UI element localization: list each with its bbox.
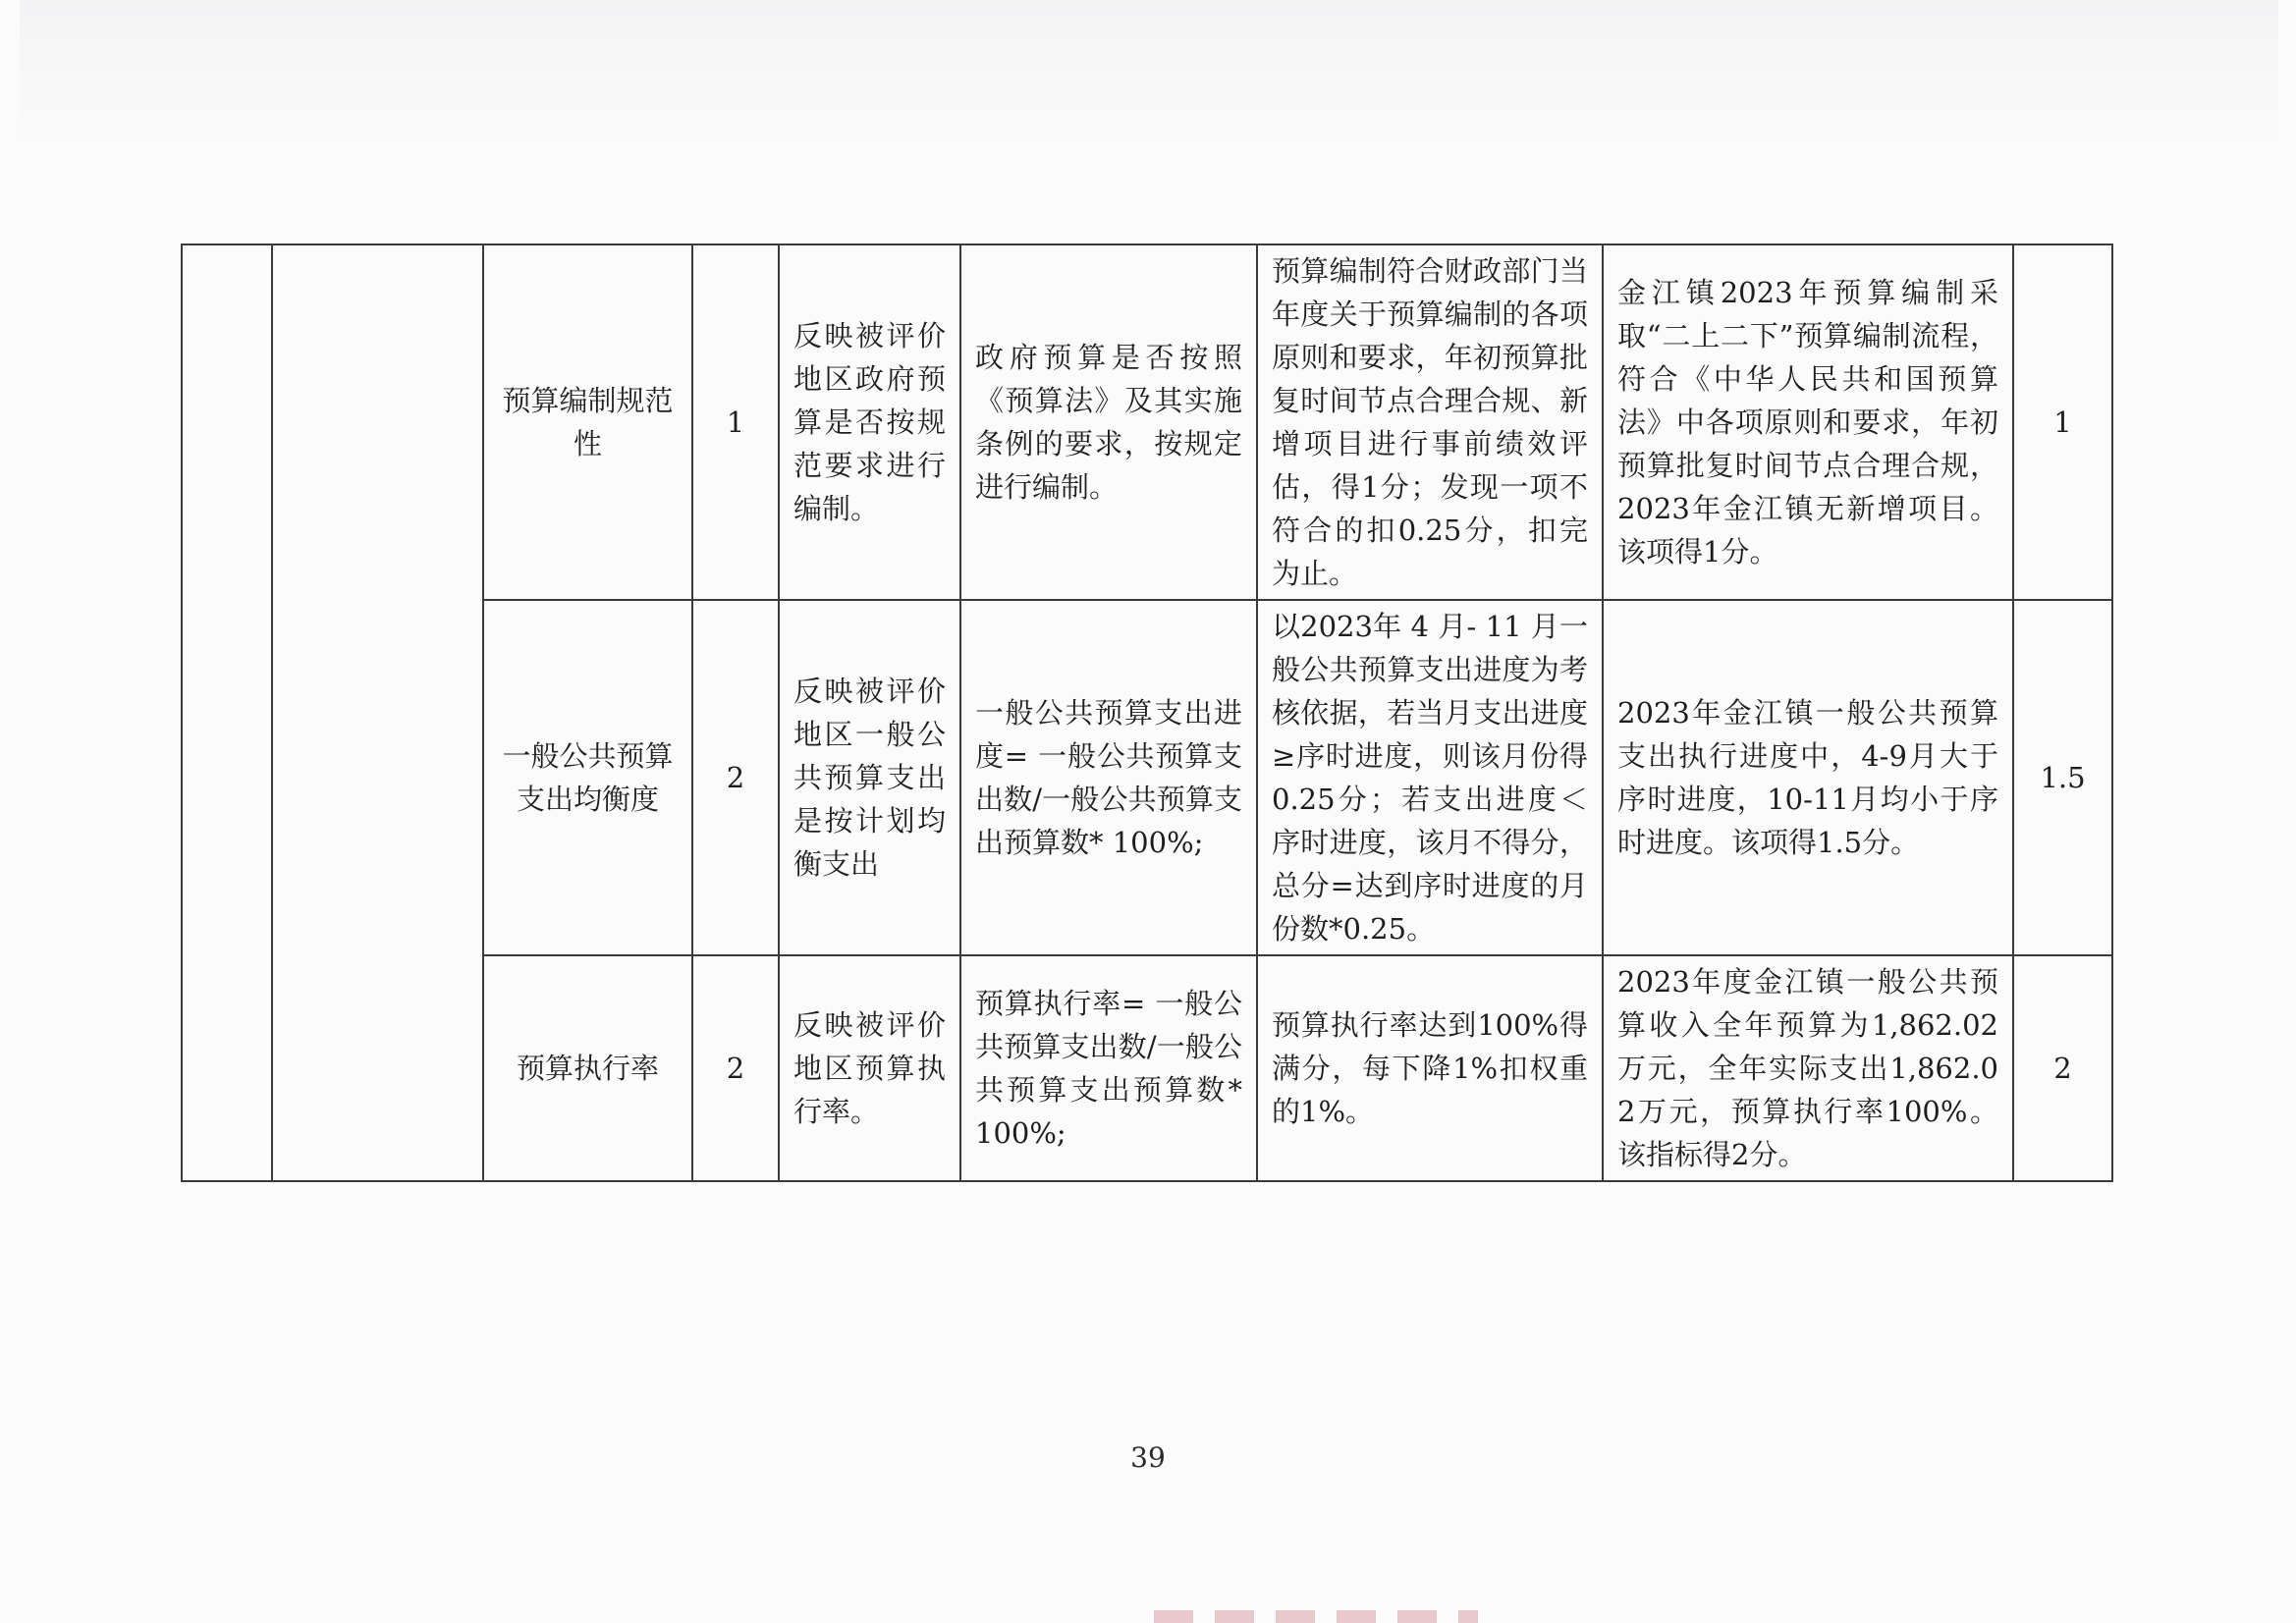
indicator-name: 预算执行率 [483,955,692,1181]
scoring-standard: 预算编制符合财政部门当年度关于预算编制的各项原则和要求，年初预算批复时间节点合理合规、新增项目进行事前绩效评估，得1分；发现一项不符合的扣0.25分，扣完为止。 [1257,244,1603,600]
page-number: 39 [1130,1441,1166,1474]
indicator-weight: 2 [692,955,779,1181]
evaluation-table [181,243,2113,1182]
indicator-definition: 政府预算是否按照《预算法》及其实施条例的要求，按规定进行编制。 [960,244,1257,600]
indicator-definition: 一般公共预算支出进度= 一般公共预算支出数/一般公共预算支出预算数* 100%; [960,600,1257,955]
scoring-standard: 预算执行率达到100%得满分，每下降1%扣权重的1%。 [1257,955,1603,1181]
indicator-explanation: 反映被评价地区预算执行率。 [779,955,960,1181]
indicator-definition: 预算执行率= 一般公共预算支出数/一般公共预算支出预算数* 100%; [960,955,1257,1181]
indicator-explanation: 反映被评价地区一般公共预算支出是按计划均衡支出 [779,600,960,955]
scan-artifact [20,0,2278,147]
scoring-analysis: 金江镇2023年预算编制采取“二上二下”预算编制流程，符合《中华人民共和国预算法》中各项原则和要求，年初预算批复时间节点合理合规，2023年金江镇无新增项目。该项得1分。 [1603,244,2013,600]
scoring-analysis: 2023年金江镇一般公共预算支出执行进度中，4-9月大于序时进度，10-11月均小于序时进度。该项得1.5分。 [1603,600,2013,955]
indicator-score: 1.5 [2013,600,2112,955]
scoring-analysis: 2023年度金江镇一般公共预算收入全年预算为1,862.02万元，全年实际支出1,862.02万元，预算执行率100%。该指标得2分。 [1603,955,2013,1181]
indicator-weight: 2 [692,600,779,955]
indicator-weight: 1 [692,244,779,600]
scoring-standard: 以2023年 4 月- 11 月一般公共预算支出进度为考核依据，若当月支出进度≥序时进度，则该月份得0.25分；若支出进度＜序时进度，该月不得分，总分=达到序时进度的月份数*0.25。 [1257,600,1603,955]
indicator-name: 预算编制规范性 [483,244,692,600]
indicator-explanation: 反映被评价地区政府预算是否按规范要求进行编制。 [779,244,960,600]
table-row [182,244,2112,600]
level2-indicator-cell [272,244,483,1181]
indicator-score: 1 [2013,244,2112,600]
indicator-name: 一般公共预算支出均衡度 [483,600,692,955]
indicator-score: 2 [2013,955,2112,1181]
seal-stamp-remnant [1154,1610,1478,1623]
level1-indicator-cell [182,244,272,1181]
